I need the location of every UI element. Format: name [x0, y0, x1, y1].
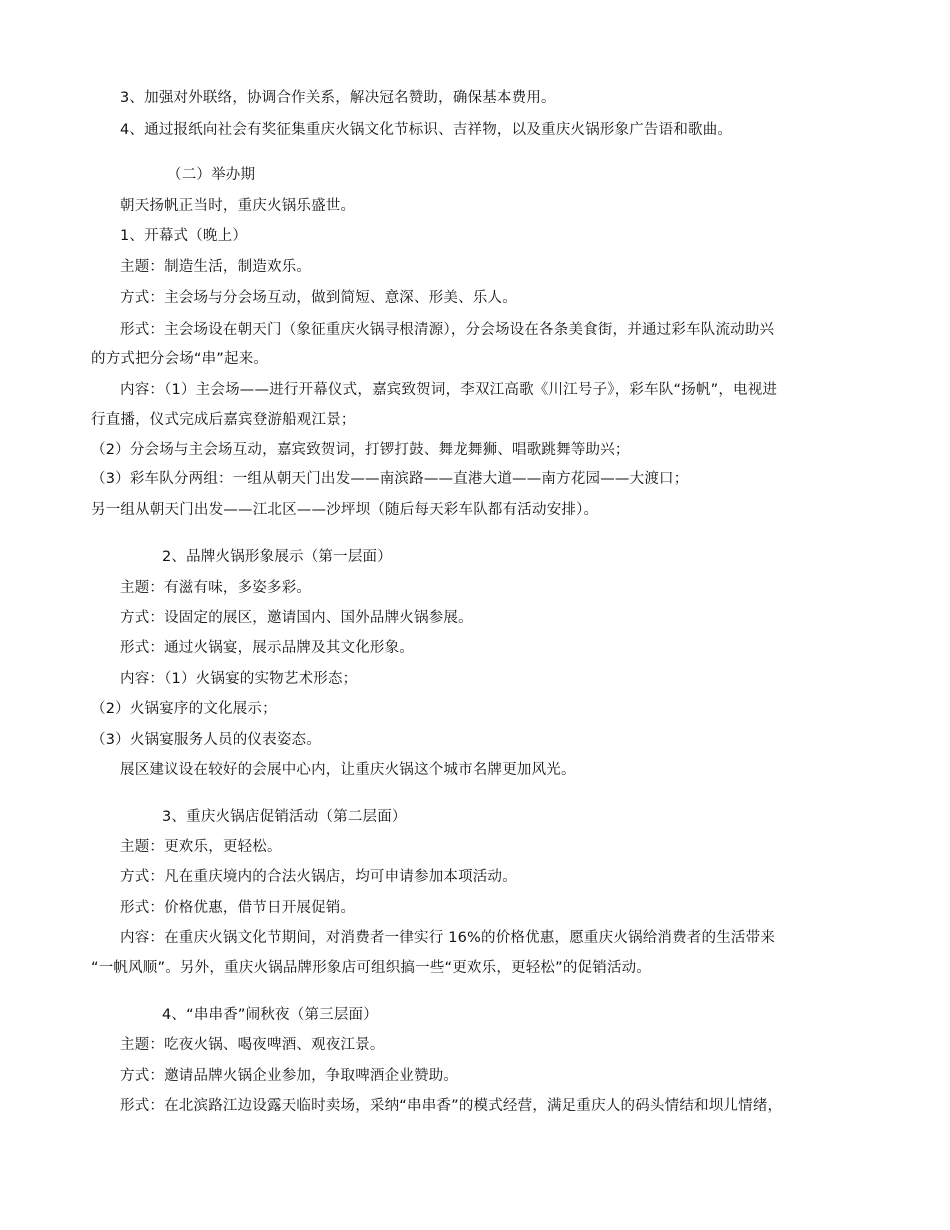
- subheading-brand-display: 2、品牌火锅形象展示（第一层面）: [162, 549, 392, 565]
- text-line-content-2-item-2: （2）火锅宴序的文化展示；: [91, 701, 277, 717]
- text-line-form-3: 形式：价格优惠，借节日开展促销。: [120, 900, 356, 916]
- text-line-content-3-cont: “一帆风顺”。另外，重庆火锅品牌形象店可组织搞一些“更欢乐，更轻松”的促销活动。: [91, 960, 652, 976]
- slogan-line: 朝天扬帆正当时，重庆火锅乐盛世。: [120, 198, 356, 214]
- text-line-content-3: 内容：在重庆火锅文化节期间，对消费者一律实行 16%的价格优惠，愿重庆火锅给消费者的生活带来: [120, 930, 776, 946]
- subheading-opening: 1、开幕式（晚上）: [120, 228, 248, 244]
- text-line-form-2: 形式：通过火锅宴，展示品牌及其文化形象。: [120, 640, 414, 656]
- text-line-content-1-item-2: （2）分会场与主会场互动，嘉宾致贺词，打锣打鼓、舞龙舞狮、唱歌跳舞等助兴；: [91, 442, 630, 458]
- text-line-theme-2: 主题：有滋有味，多姿多彩。: [120, 580, 312, 596]
- text-line-method-2: 方式：设固定的展区，邀请国内、国外品牌火锅参展。: [120, 610, 473, 626]
- text-line-form-4: 形式：在北滨路江边设露天临时卖场，采纳“串串香”的模式经营，满足重庆人的码头情结和坝儿情绪，: [120, 1098, 783, 1114]
- text-line-content-1-cont: 行直播，仪式完成后嘉宾登游船观江景；: [91, 412, 356, 428]
- text-line-method-1: 方式：主会场与分会场互动，做到简短、意深、形美、乐人。: [120, 290, 517, 306]
- text-line-venue-note: 展区建议设在较好的会展中心内，让重庆火锅这个城市名牌更加风光。: [120, 762, 576, 778]
- text-line-content-1: 内容：（1）主会场——进行开幕仪式，嘉宾致贺词，李双江高歌《川江号子》，彩车队“扬帆”，电视进: [120, 382, 778, 398]
- text-line-content-2: 内容：（1）火锅宴的实物艺术形态；: [120, 671, 358, 687]
- text-line-method-4: 方式：邀请品牌火锅企业参加，争取啤酒企业赞助。: [120, 1068, 459, 1084]
- text-line-content-1-item-3: （3）彩车队分两组：一组从朝天门出发——南滨路——直港大道——南方花园——大渡口；: [91, 471, 689, 487]
- text-line-theme-1: 主题：制造生活，制造欢乐。: [120, 259, 312, 275]
- text-line-content-1-item-3-cont: 另一组从朝天门出发——江北区——沙坪坝（随后每天彩车队都有活动安排）。: [91, 502, 599, 518]
- section-heading-holding-period: （二）举办期: [167, 167, 256, 183]
- text-line-form-1-cont: 的方式把分会场“串”起来。: [91, 351, 269, 367]
- text-line-form-1: 形式：主会场设在朝天门（象征重庆火锅寻根清源），分会场设在各条美食街，并通过彩车队流动助兴: [120, 322, 775, 338]
- subheading-chuanchuanxiang: 4、“串串香”闹秋夜（第三层面）: [162, 1007, 378, 1023]
- text-line-3: 3、加强对外联络，协调合作关系，解决冠名赞助，确保基本费用。: [120, 90, 556, 106]
- subheading-promotion: 3、重庆火锅店促销活动（第二层面）: [162, 809, 407, 825]
- text-line-theme-3: 主题：更欢乐，更轻松。: [120, 839, 282, 855]
- text-line-4: 4、通过报纸向社会有奖征集重庆火锅文化节标识、吉祥物，以及重庆火锅形象广告语和歌曲。: [120, 122, 733, 138]
- text-line-content-2-item-3: （3）火锅宴服务人员的仪表姿态。: [91, 732, 321, 748]
- text-line-method-3: 方式：凡在重庆境内的合法火锅店，均可申请参加本项活动。: [120, 869, 517, 885]
- text-line-theme-4: 主题：吃夜火锅、喝夜啤酒、观夜江景。: [120, 1037, 385, 1053]
